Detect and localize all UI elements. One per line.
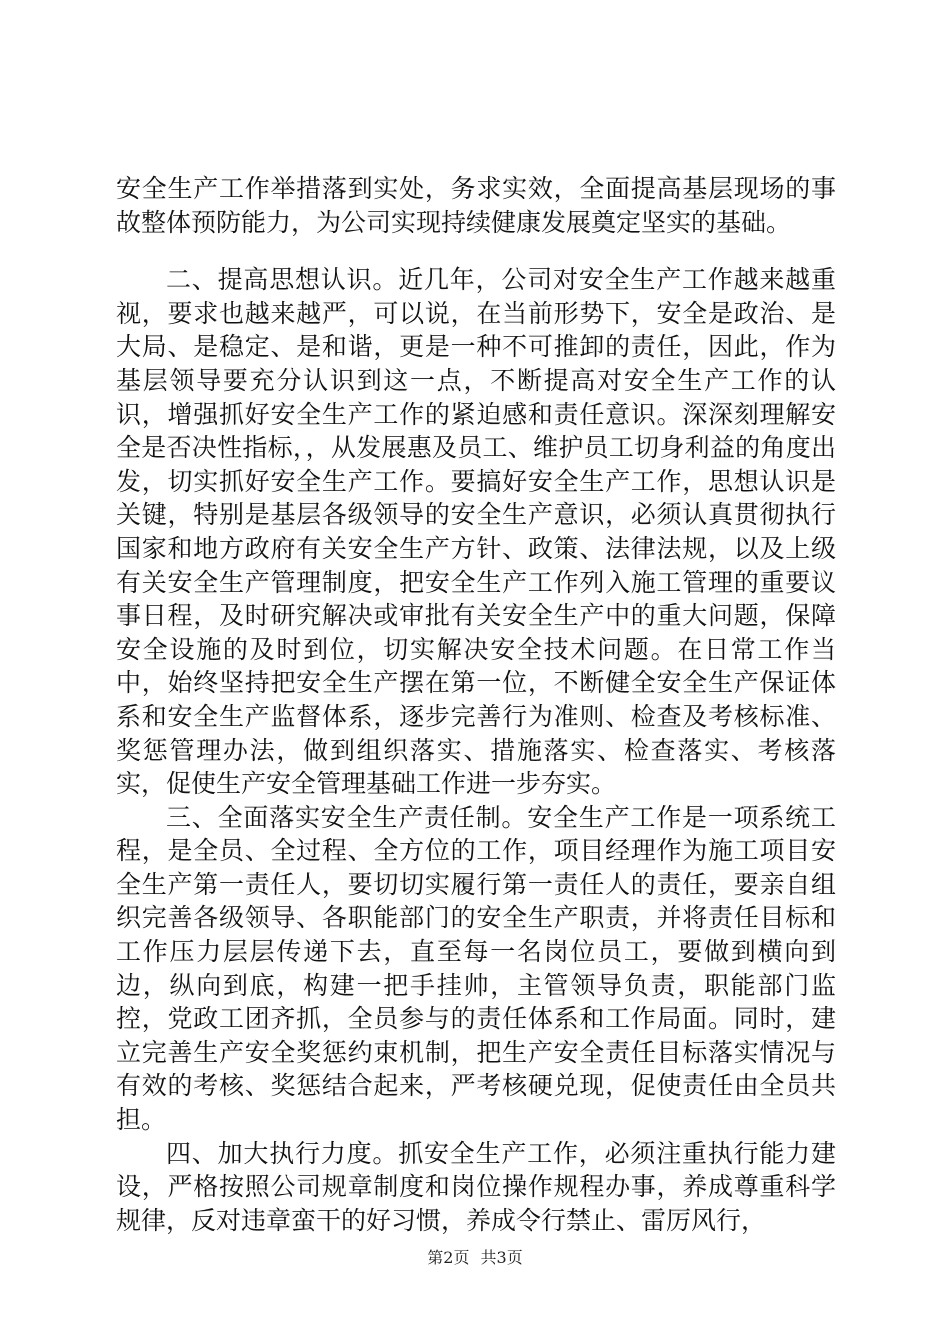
paragraph-section-3: 三、全面落实安全生产责任制。安全生产工作是一项系统工程，是全员、全过程、全方位的工作，项目经理作为施工项目安全生产第一责任人，要切切实履行第一责任人的责任，要亲自组织完善各级领导、各职能部门的安全生产职责，并将责任目标和工作压力层层传递下去，直至每一名岗位员工，要做到横向到边，纵向到底，构建一把手挂帅，主管领导负责，职能部门监控，党政工团齐抓，全员参与的责任体系和工作局面。同时，建立完善生产安全奖惩约束机制，把生产安全责任目标落实情况与有效的考核、奖惩结合起来，严考核硬兑现，促使责任由全员共担。 bbox=[116, 802, 836, 1135]
page-total: 共3页 bbox=[480, 1248, 523, 1267]
page-number: 第2页 bbox=[427, 1248, 470, 1267]
paragraph-section-4: 四、加大执行力度。抓安全生产工作，必须注重执行能力建设，严格按照公司规章制度和岗位操作规程办事，养成尊重科学规律，反对违章蛮干的好习惯，养成令行禁止、雷厉风行， bbox=[116, 1138, 836, 1235]
page-footer bbox=[0, 1245, 950, 1268]
paragraph-continuation: 安全生产工作举措落到实处，务求实效，全面提高基层现场的事故整体预防能力，为公司实现持续健康发展奠定坚实的基础。 bbox=[116, 174, 836, 237]
document-body bbox=[116, 172, 836, 1237]
paragraph-section-2: 二、提高思想认识。近几年，公司对安全生产工作越来越重视，要求也越来越严，可以说，在当前形势下，安全是政治、是大局、是稳定、是和谐，更是一种不可推卸的责任，因此，作为基层领导要充分认识到这一点，不断提高对安全生产工作的认识，增强抓好安全生产工作的紧迫感和责任意识。深深刻理解安全是否决性指标，，从发展惠及员工、维护员工切身利益的角度出发，切实抓好安全生产工作。要搞好安全生产工作，思想认识是关键，特别是基层各级领导的安全生产意识，必须认真贯彻执行国家和地方政府有关安全生产方针、政策、法律法规，以及上级有关安全生产管理制度，把安全生产工作列入施工管理的重要议事日程，及时研究解决或审批有关安全生产中的重大问题，保障安全设施的及时到位，切实解决安全技术问题。在日常工作当中，始终坚持把安全生产摆在第一位，不断健全安全生产保证体系和安全生产监督体系，逐步完善行为准则、检查及考核标准、奖惩管理办法，做到组织落实、措施落实、检查落实、考核落实，促使生产安全管理基础工作进一步夯实。 bbox=[116, 265, 836, 799]
